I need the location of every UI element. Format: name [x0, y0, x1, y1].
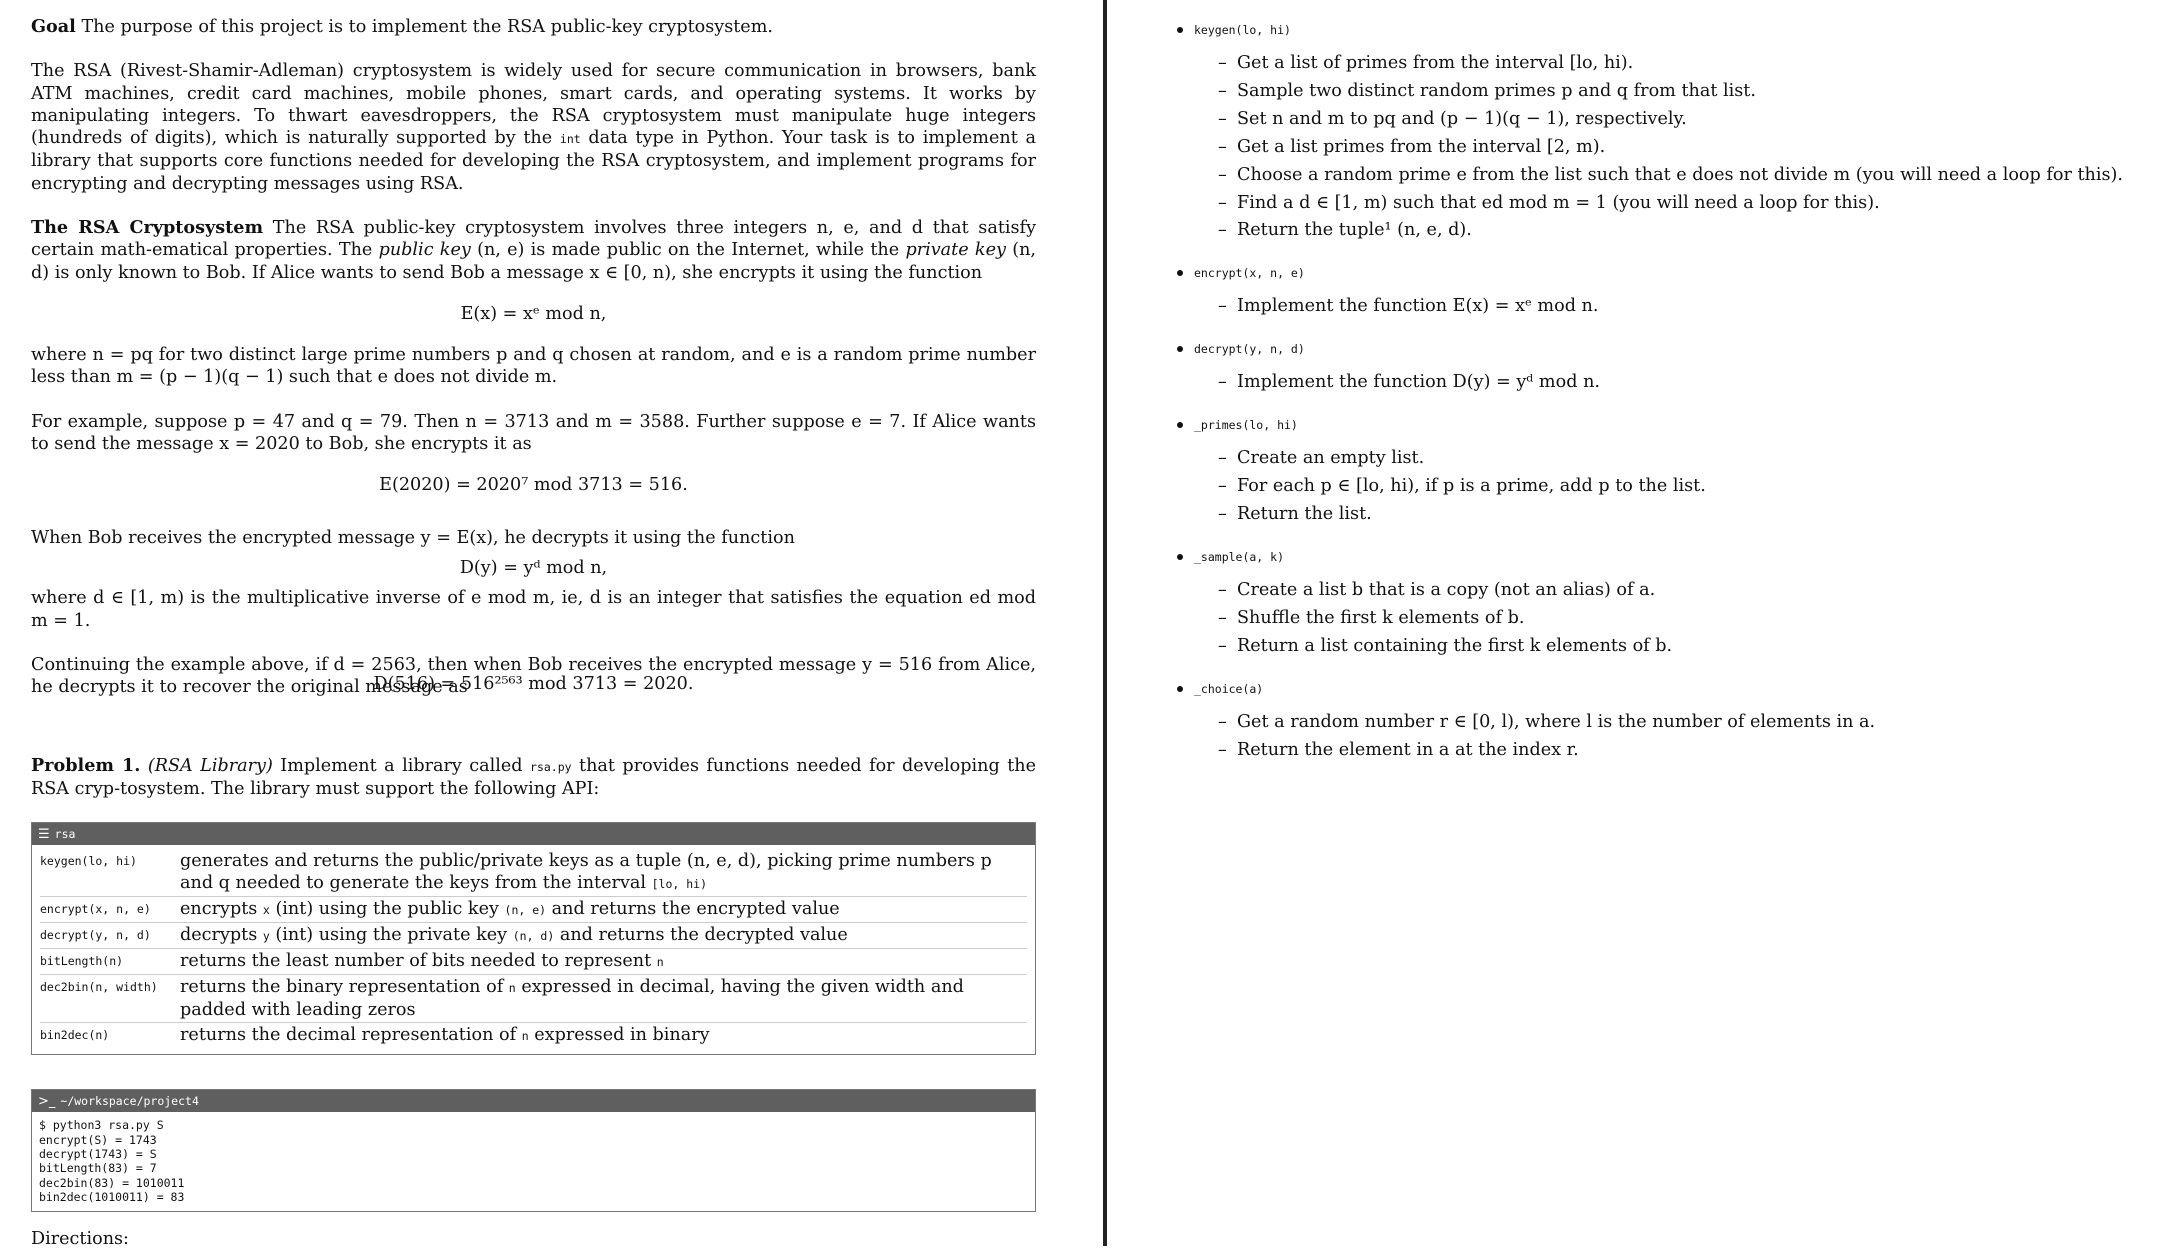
- function-step-text: Return the list.: [1237, 503, 1372, 524]
- api-desc-text: returns the binary representation of: [180, 977, 504, 998]
- api-signature: keygen(lo, hi): [40, 854, 137, 869]
- function-heading: [1177, 547, 2184, 567]
- terminal-title: ~/workspace/project4: [60, 1094, 199, 1109]
- function-step: [1218, 737, 2184, 765]
- dash-icon: –: [1218, 108, 1227, 129]
- function-step-text: Get a list primes from the interval [2, m).: [1237, 136, 1606, 157]
- api-inline-code: x: [262, 903, 270, 918]
- public-key-term: public key: [378, 240, 471, 261]
- dash-icon: –: [1218, 372, 1227, 393]
- directions-label: Directions:: [31, 1228, 129, 1249]
- function-name: keygen(lo, hi): [1194, 23, 1291, 37]
- function-step: [1218, 577, 2184, 605]
- goal-heading: Goal: [31, 16, 76, 37]
- api-desc-text: and returns the decrypted value: [559, 925, 848, 946]
- function-step: [1218, 50, 2184, 78]
- function-name: _primes(lo, hi): [1194, 418, 1298, 433]
- example-equation: E(2020) = 2020⁷ mod 3713 = 516.: [379, 475, 688, 496]
- function-step: [1218, 134, 2184, 162]
- function-step: [1218, 605, 2184, 633]
- api-inline-code: (n, d): [512, 929, 555, 944]
- function-step-text: Get a random number r ∈ [0, l), where l is the number of elements in a.: [1237, 711, 1876, 732]
- dash-icon: –: [1218, 164, 1227, 185]
- problem-code: rsa.py: [530, 759, 572, 774]
- bullet-icon: [1177, 554, 1183, 560]
- intro-code: int: [559, 132, 581, 147]
- function-step: [1218, 369, 2184, 397]
- bullet-icon: [1177, 422, 1183, 428]
- function-step: [1218, 445, 2184, 473]
- dash-icon: –: [1218, 136, 1227, 157]
- api-description: [180, 976, 1027, 1021]
- problem-text-1: Implement a library called: [280, 755, 523, 776]
- dash-icon: –: [1218, 503, 1227, 524]
- api-row: [40, 923, 1027, 949]
- api-desc-text: returns the decimal representation of: [180, 1025, 517, 1046]
- api-desc-text: generates and returns the public/private keys as a tuple (n, e, d), picking prime numbers p and q needed to generate the keys from the interval: [180, 851, 992, 894]
- api-desc-text: (int) using the public key: [275, 899, 499, 920]
- crypto-text-3: (n, d) is only known to Bob. If Alice wants to send Bob a message x ∈ [0, n), she encrypts it using the function: [31, 240, 1036, 283]
- terminal-icon: >_: [38, 1093, 56, 1109]
- api-desc-text: (int) using the private key: [275, 925, 508, 946]
- api-inline-code: n: [656, 955, 664, 970]
- example-paragraph: For example, suppose p = 47 and q = 79. Then n = 3713 and m = 3588. Further suppose e = 7. If Alice wants to send the message x = 2020 to Bob, she encrypts it as: [31, 411, 1036, 454]
- function-heading: [1177, 415, 2184, 435]
- dash-icon: –: [1218, 635, 1227, 656]
- api-desc-text: encrypts: [180, 899, 258, 920]
- bullet-icon: [1177, 27, 1183, 33]
- bullet-icon: [1177, 686, 1183, 692]
- function-heading: [1177, 20, 2184, 40]
- api-row: [40, 949, 1027, 975]
- api-inline-code: n: [521, 1029, 529, 1044]
- function-name: decrypt(y, n, d): [1194, 342, 1305, 357]
- function-step-text: Shuffle the first k elements of b.: [1237, 607, 1525, 628]
- function-heading: [1177, 679, 2184, 699]
- api-desc-text: returns the least number of bits needed to represent: [180, 951, 652, 972]
- api-table-title: rsa: [54, 827, 76, 842]
- problem-heading: Problem 1.: [31, 754, 141, 776]
- cryptosystem-heading: The RSA Cryptosystem: [31, 217, 264, 239]
- decrypt-equation: D(y) = yᵈ mod n,: [459, 558, 608, 579]
- api-signature: encrypt(x, n, e): [40, 902, 151, 917]
- api-signature: bin2dec(n): [40, 1028, 110, 1043]
- cryptosystem-paragraph: [31, 217, 1036, 284]
- dash-icon: –: [1218, 476, 1227, 497]
- function-heading: [1177, 263, 2184, 283]
- dash-icon: –: [1218, 579, 1227, 600]
- encrypt-equation: E(x) = xᵉ mod n,: [460, 303, 607, 324]
- function-step-text: Return the element in a at the index r.: [1237, 739, 1579, 760]
- terminal-output: $ python3 rsa.py S encrypt(S) = 1743 decrypt(1743) = S bitLength(83) = 7 dec2bin(83) = 1010011 bin2dec(1010011) = 83: [39, 1118, 185, 1205]
- problem-title: (RSA Library): [147, 755, 273, 776]
- api-row: [40, 1023, 1027, 1048]
- api-desc-text: expressed in binary: [534, 1025, 710, 1046]
- api-signature: dec2bin(n, width): [40, 980, 158, 995]
- terminal-header: [32, 1090, 1035, 1112]
- function-step: [1218, 217, 2184, 245]
- function-name: _choice(a): [1194, 681, 1264, 696]
- api-description: [180, 924, 1027, 947]
- dash-icon: –: [1218, 448, 1227, 469]
- api-description: [180, 898, 1027, 921]
- crypto-text-1: The RSA public-key cryptosystem involves three integers n, e, and d that satisfy certain math-ematical properties. The: [31, 218, 1037, 261]
- function-step-text: Create a list b that is a copy (not an alias) of a.: [1237, 579, 1656, 600]
- dash-icon: –: [1218, 220, 1227, 241]
- function-step: [1218, 709, 2184, 737]
- api-desc-text: decrypts: [180, 925, 258, 946]
- api-row: [40, 849, 1027, 897]
- goal-paragraph: [31, 16, 1036, 38]
- api-desc-text: and returns the encrypted value: [551, 899, 840, 920]
- function-step-text: For each p ∈ [lo, hi), if p is a prime, add p to the list.: [1237, 476, 1706, 497]
- function-step: [1218, 293, 2184, 321]
- dash-icon: –: [1218, 80, 1227, 101]
- bob-paragraph: When Bob receives the encrypted message y = E(x), he decrypts it using the function: [31, 528, 795, 549]
- api-row: [40, 975, 1027, 1023]
- api-inline-code: y: [262, 929, 270, 944]
- function-step: [1218, 633, 2184, 661]
- function-step-text: Return the tuple¹ (n, e, d).: [1237, 220, 1472, 241]
- function-name: _sample(a, k): [1194, 549, 1285, 564]
- function-step-text: Get a list of primes from the interval [lo, hi).: [1237, 53, 1634, 73]
- api-description: [180, 950, 1027, 973]
- dash-icon: –: [1218, 607, 1227, 628]
- private-key-term: private key: [905, 240, 1006, 261]
- right-page: [1107, 0, 2184, 1246]
- d-paragraph: where d ∈ [1, m) is the multiplicative inverse of e mod m, ie, d is an integer that satisfies the equation ed mod m = 1.: [31, 588, 1036, 631]
- function-step: [1218, 106, 2184, 134]
- crypto-text-2: (n, e) is made public on the Internet, while the: [477, 240, 900, 261]
- api-inline-code: [lo, hi): [651, 877, 707, 892]
- dash-icon: –: [1218, 296, 1227, 317]
- function-step: [1218, 473, 2184, 501]
- dash-icon: –: [1218, 192, 1227, 213]
- function-step: [1218, 190, 2184, 218]
- terminal-box: [31, 1089, 1036, 1211]
- api-signature: decrypt(y, n, d): [40, 928, 151, 943]
- api-signature: bitLength(n): [40, 954, 124, 969]
- function-step: [1218, 501, 2184, 529]
- function-step: [1218, 78, 2184, 106]
- api-desc-text: expressed in decimal, having the given width and padded with leading zeros: [180, 977, 964, 1021]
- function-name: encrypt(x, n, e): [1194, 266, 1305, 281]
- function-step-text: Return a list containing the first k elements of b.: [1237, 635, 1673, 656]
- continue-paragraph: Continuing the example above, if d = 2563, then when Bob receives the encrypted message y = 516 from Alice, he decrypts it to recover the original message as: [31, 655, 1036, 698]
- api-inline-code: n: [508, 981, 516, 996]
- intro-text-1: The RSA (Rivest-Shamir-Adleman) cryptosystem is widely used for secure communication in browsers, bank ATM machines, credit card machines, mobile phones, smart cards, and operating systems. It works by manipulating integers. To thwart eavesdroppers, the RSA cryptosystem must manipulate huge integers (hundreds of digits), which is naturally supported by the: [31, 61, 1036, 149]
- api-table-header: [32, 823, 1035, 845]
- intro-paragraph: [31, 60, 1036, 195]
- bullet-icon: [1177, 346, 1183, 352]
- api-table-body: [32, 845, 1035, 1054]
- where-paragraph: where n = pq for two distinct large prime numbers p and q chosen at random, and e is a random prime number less than m = (p − 1)(q − 1) such that e does not divide m.: [31, 344, 1036, 388]
- dash-icon: –: [1218, 53, 1227, 73]
- api-inline-code: (n, e): [504, 903, 547, 918]
- problem-text-2: that provides functions needed for developing the RSA cryp-tosystem. The library must support the following API:: [31, 755, 1037, 799]
- intro-text-2: data type in Python. Your task is to implement a library that supports core functions needed for developing the RSA cryptosystem, and implement programs for encrypting and decrypting messages using RSA.: [31, 128, 1037, 194]
- api-row: [40, 897, 1027, 923]
- dash-icon: –: [1218, 739, 1227, 760]
- recover-equation: D(516) = 516²⁵⁶³ mod 3713 = 2020.: [373, 673, 694, 694]
- list-icon: ☰: [38, 826, 50, 842]
- api-description: [180, 1024, 1027, 1047]
- function-step-text: Implement the function E(x) = xᵉ mod n.: [1237, 296, 1599, 317]
- function-step-text: Create an empty list.: [1237, 448, 1425, 469]
- function-step-text: Set n and m to pq and (p − 1)(q − 1), respectively.: [1237, 108, 1687, 129]
- function-heading: [1177, 339, 2184, 359]
- dash-icon: –: [1218, 711, 1227, 732]
- function-step-text: Find a d ∈ [1, m) such that ed mod m = 1 (you will need a loop for this).: [1237, 192, 1880, 213]
- function-step-text: Implement the function D(y) = yᵈ mod n.: [1237, 372, 1600, 393]
- api-table: [31, 822, 1036, 1055]
- goal-text: The purpose of this project is to implement the RSA public-key cryptosystem.: [81, 17, 773, 37]
- function-list: [1194, 20, 2184, 764]
- function-step-text: Sample two distinct random primes p and q from that list.: [1237, 80, 1756, 101]
- api-description: [180, 850, 1027, 895]
- function-step: [1218, 162, 2184, 190]
- function-step-text: Choose a random prime e from the list such that e does not divide m (you will need a loop for this).: [1237, 164, 2123, 185]
- bullet-icon: [1177, 270, 1183, 276]
- problem-paragraph: [31, 755, 1036, 801]
